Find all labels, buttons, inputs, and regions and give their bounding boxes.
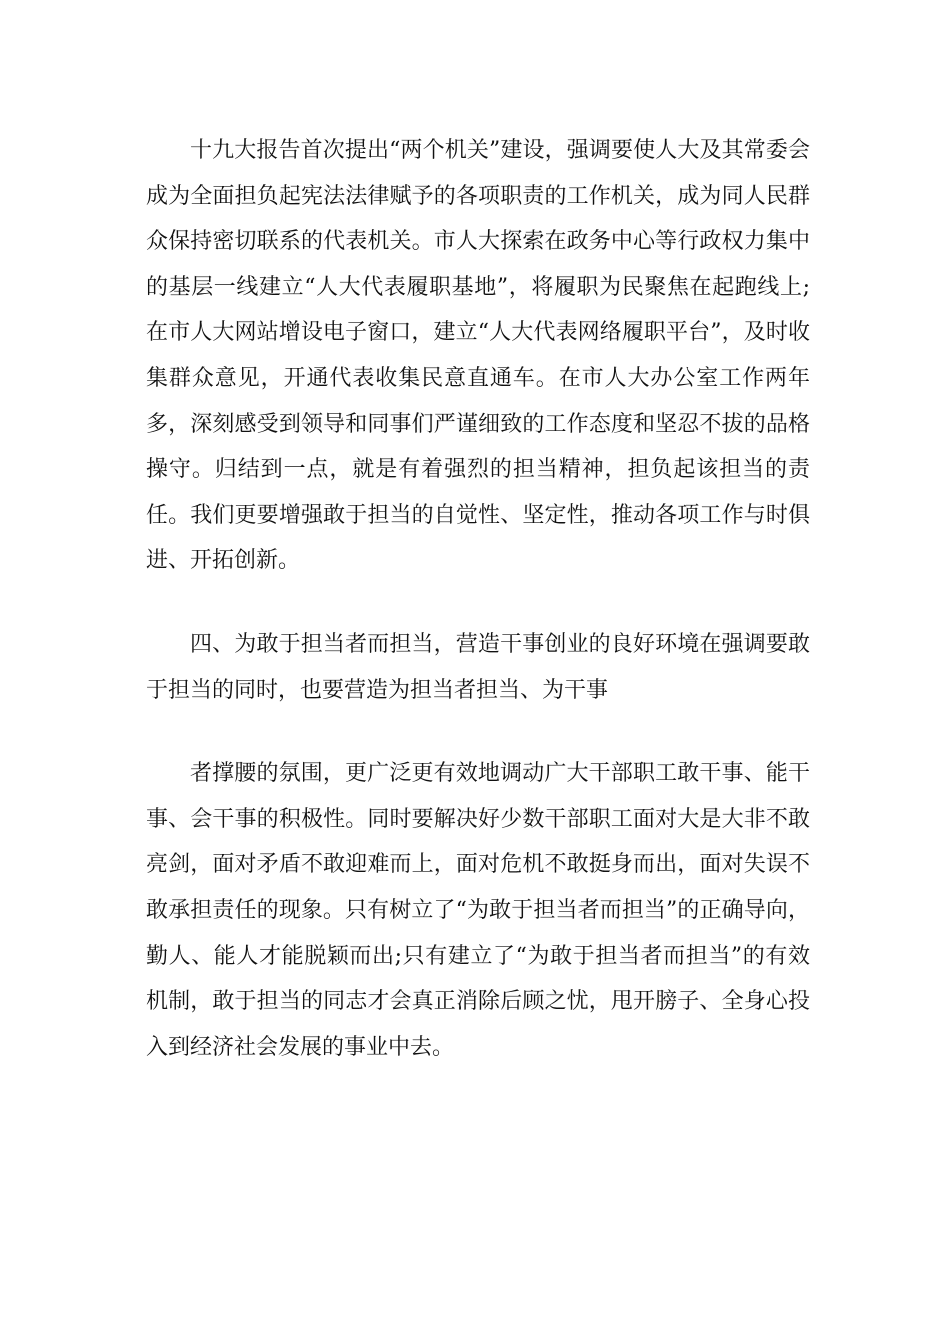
paragraph-section-four-heading: 四、为敢于担当者而担当，营造干事创业的良好环境在强调要敢于担当的同时，也要营造为担当者担当、为干事	[146, 631, 810, 703]
document-body	[146, 128, 810, 1070]
paragraph-support-environment: 者撑腰的氛围，更广泛更有效地调动广大干部职工敢干事、能干事、会干事的积极性。同时要解决好少数干部职工面对大是大非不敢亮剑，面对矛盾不敢迎难而上，面对危机不敢挺身而出，面对失误不敢承担责任的现象。只有树立了“为敢于担当者而担当”的正确导向，勤人、能人才能脱颖而出;只有建立了“为敢于担当者而担当”的有效机制，敢于担当的同志才会真正消除后顾之忧，甩开膀子、全身心投入到经济社会发展的事业中去。	[146, 761, 810, 1060]
paragraph-two-organs: 十九大报告首次提出“两个机关”建设，强调要使人大及其常委会成为全面担负起宪法法律赋予的各项职责的工作机关，成为同人民群众保持密切联系的代表机关。市人大探索在政务中心等行政权力集中的基层一线建立“人大代表履职基地”，将履职为民聚焦在起跑线上;在市人大网站增设电子窗口，建立“人大代表网络履职平台”，及时收集群众意见，开通代表收集民意直通车。在市人大办公室工作两年多，深刻感受到领导和同事们严谨细致的工作态度和坚忍不拔的品格操守。归结到一点，就是有着强烈的担当精神，担负起该担当的责任。我们更要增强敢于担当的自觉性、坚定性，推动各项工作与时俱进、开拓创新。	[146, 138, 810, 574]
